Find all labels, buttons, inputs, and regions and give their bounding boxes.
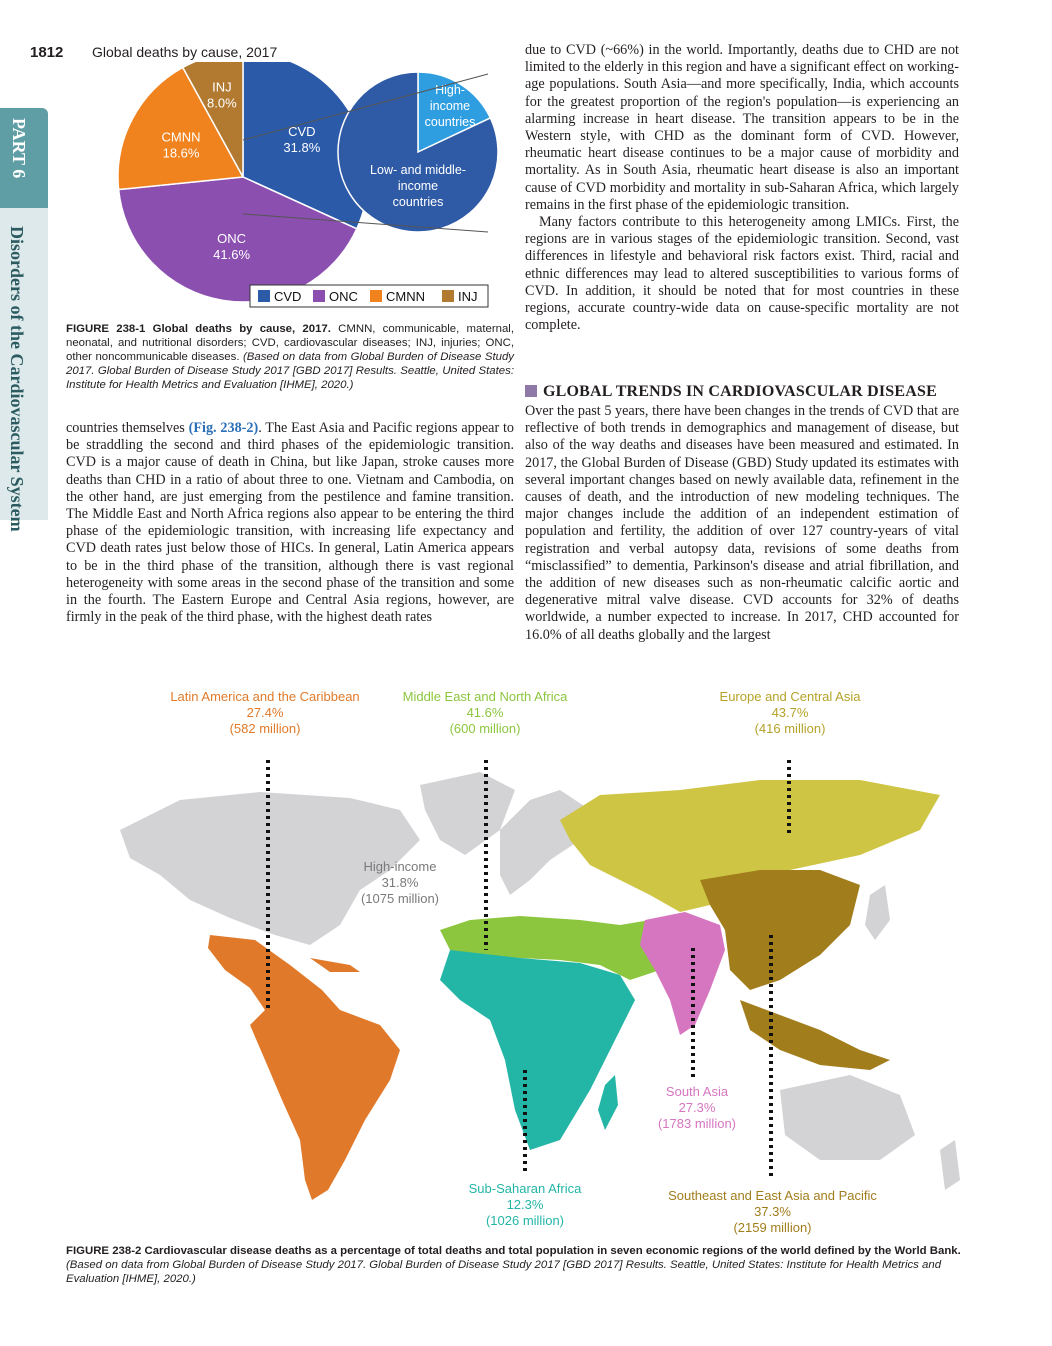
right-paragraph-3: Over the past 5 years, there have been changes in the trends of CVD that are reflective of both trends in demographics and management of disease, but also of the way deaths and diseases have been measured and estimated. In 2017, the Global Burden of Disease (GBD) Study updated its estimates with several important changes based on newly available data, refinement in the causes of death, and the introduction of new modeling techniques. The major changes include the addition of an independent estimation of population and fertility, the addition of over 127 country-years of vital registration and verbal autopsy data, revisions of some deaths from “misclassified” to dementia, Parkinson's disease and atrial fibrillation, and the addition of new diseases such as non-rheumatic calcific aortic and degenerative mitral valve disease. CVD accounts for 32% of deaths worldwide, a number expected to increase. In 2017, CHD accounted for 16.0% of all deaths globally and the largest — [525, 403, 959, 643]
figure2-caption — [66, 1244, 966, 1286]
figure1-caption-text: CMNN, communicable, maternal, neonatal, and nutritional disorders; CVD, cardiovascular diseases; INJ, injuries; ONC, other noncommunicable diseases. — [66, 323, 514, 363]
legend-swatch-cvd — [258, 290, 270, 302]
label-east-asia-pacific-pop: (2159 million) — [733, 1220, 812, 1235]
left-column-text — [66, 420, 514, 626]
figure-reference-link[interactable]: (Fig. 238-2) — [188, 420, 259, 436]
legend-label-cmnn: CMNN — [386, 289, 425, 304]
figure1-caption — [66, 322, 514, 392]
label-south-asia-pop: (1783 million) — [657, 1116, 737, 1131]
region-madagascar — [598, 1075, 618, 1130]
label-europe-central-asia-pop: (416 million) — [754, 721, 826, 736]
figure1-title: Global deaths by cause, 2017 — [92, 44, 278, 60]
legend-swatch-onc — [313, 290, 325, 302]
right-paragraph-2: Many factors contribute to this heterogeneity among LMICs. First, the regions are in various stages of the epidemiologic transition. Second, vast differences in lifestyle and behavioral risk factors exist. Third, racial and ethnic differences may lead to altered susceptibilities to various forms of CVD. In addition, it should be noted that for most countries in these regions, accurate country-wide data on cause-specific mortality are not complete. — [525, 214, 959, 334]
income-pie-label-0-1: income — [429, 99, 471, 113]
region-southeast-asia — [740, 1000, 890, 1070]
legend-swatch-inj — [442, 290, 454, 302]
figure1-caption-source: (Based on data from Global Burden of Disease Study 2017. Global Burden of Disease Study 2017 [GBD 2017] Results. Seattle, United States: Institute for Health Metrics and Evaluation [IHME], 2020.) — [66, 351, 514, 391]
section-heading-text: GLOBAL TRENDS IN CARDIOVASCULAR DISEASE — [543, 383, 937, 400]
label-south-asia-pct: 27.3% — [678, 1100, 716, 1115]
income-pie-label-1-2: countries — [392, 195, 444, 209]
label-east-asia-pacific-pct: 37.3% — [754, 1204, 791, 1219]
label-mena — [375, 689, 595, 737]
figure1-caption-label: FIGURE 238-1 Global deaths by cause, 2017. — [66, 323, 331, 335]
pie-label-cmnn: CMNN — [161, 129, 201, 145]
pie-label-inj: INJ — [212, 79, 232, 95]
section-label: Disorders of the Cardiovascular System — [7, 226, 27, 532]
heading-square-icon — [525, 385, 537, 397]
label-sub-saharan-africa — [455, 1181, 595, 1229]
label-high-income-pop: (1075 million) — [360, 891, 440, 906]
figure1-charts — [60, 62, 520, 312]
label-mena-name: Middle East and North Africa — [402, 689, 568, 704]
left-text-start: countries themselves — [66, 420, 189, 436]
label-mena-pop: (600 million) — [449, 721, 521, 736]
income-pie-label-1-1: income — [397, 179, 439, 193]
label-latin-america-name: Latin America and the Caribbean — [170, 689, 360, 704]
label-sub-saharan-africa-pop: (1026 million) — [485, 1213, 565, 1228]
legend-swatch-cmnn — [370, 290, 382, 302]
income-pie-label-0-0: High- — [435, 83, 465, 97]
label-east-asia-pacific — [650, 1188, 895, 1236]
part-label: PART 6 — [9, 118, 29, 179]
region-east-asia — [700, 870, 860, 990]
income-pie-label-0-2: countries — [424, 115, 476, 129]
pie-value-inj: 8.0% — [207, 95, 237, 111]
region-south-asia — [640, 912, 725, 1035]
figure2-caption-label: FIGURE 238-2 Cardiovascular disease deaths as a percentage of total deaths and total population in seven economic regions of the world defined by the World Bank. — [66, 1245, 961, 1257]
section-heading — [525, 383, 965, 401]
left-text-rest: . The East Asia and Pacific regions appear to be straddling the second and third phases of the epidemiologic transition. CVD is a major cause of death in China, but like Japan, stroke causes more deaths than CHD in a ratio of about three to one. Vietnam and Cambodia, on the other hand, are just emerging from the pestilence and famine transition. The Middle East and North Africa regions also appear to be entering the third phase of the epidemiologic transition, with increasing life expectancy and CVD death rates just below those of HICs. In general, Latin America appears to be in the third phase of the transition, although there is vast regional heterogeneity with some areas in the second phase of the transition and some in the fourth. The Eastern Europe and Central Asia regions, however, are firmly in the peak of the third phase, with the highest death rates — [66, 420, 514, 626]
label-europe-central-asia-pct: 43.7% — [771, 705, 809, 720]
income-pie-chart — [338, 72, 498, 232]
pie-label-onc: ONC — [217, 231, 247, 247]
right-column-text — [525, 42, 959, 334]
label-mena-pct: 41.6% — [466, 705, 504, 720]
pie-label-cvd: CVD — [288, 124, 316, 140]
label-latin-america — [150, 689, 380, 737]
right-column-text-2 — [525, 403, 959, 644]
cause-legend — [250, 285, 488, 307]
figure2-caption-source: (Based on data from Global Burden of Disease Study 2017. Global Burden of Disease Study 2017 [GBD 2017] Results. Seattle, United States: Institute for Health Metrics and Evaluation [IHME], 2020.) — [66, 1259, 942, 1285]
label-high-income-name: High-income — [363, 859, 437, 874]
region-australia — [780, 1075, 915, 1160]
label-east-asia-pacific-name: Southeast and East Asia and Pacific — [668, 1188, 877, 1203]
label-europe-central-asia — [690, 689, 890, 737]
region-japan — [865, 885, 890, 940]
label-sub-saharan-africa-name: Sub-Saharan Africa — [468, 1181, 582, 1196]
label-europe-central-asia-name: Europe and Central Asia — [719, 689, 861, 704]
pie-value-cvd: 31.8% — [283, 140, 321, 156]
region-caribbean — [310, 958, 360, 972]
label-latin-america-pop: (582 million) — [229, 721, 301, 736]
legend-label-onc: ONC — [329, 289, 358, 304]
income-pie-label-1-0: Low- and middle- — [370, 163, 466, 177]
label-high-income — [340, 859, 460, 907]
label-latin-america-pct: 27.4% — [246, 705, 284, 720]
cause-pie-chart — [118, 62, 368, 302]
page-number: 1812 — [30, 44, 64, 61]
world-map-figure — [60, 680, 1000, 1240]
legend-label-inj: INJ — [458, 289, 478, 304]
region-latin-america — [208, 935, 400, 1200]
label-high-income-pct: 31.8% — [381, 875, 419, 890]
label-south-asia-name: South Asia — [665, 1084, 729, 1099]
pie-value-cmnn: 18.6% — [162, 145, 200, 161]
pie-value-onc: 41.6% — [213, 247, 251, 263]
legend-label-cvd: CVD — [274, 289, 302, 304]
right-paragraph-1: due to CVD (~66%) in the world. Importantly, deaths due to CHD are not limited to the elderly in this region and have a significant effect on working-age populations. South Asia—and more specifically, India, which accounts for the greatest proportion of the region's population—is experiencing an alarming increase in heart disease. The transition appears to be in the Western style, with CHD as the dominant form of CVD. However, rheumatic heart disease continues to be a major cause of morbidity and mortality. As in South Asia, rheumatic heart disease is also an important cause of CVD morbidity and mortality in sub-Saharan Africa, which largely remains in the first phase of the epidemiologic transition. — [525, 42, 959, 213]
label-south-asia — [632, 1084, 762, 1132]
region-new-zealand — [940, 1140, 960, 1190]
label-sub-saharan-africa-pct: 12.3% — [506, 1197, 544, 1212]
